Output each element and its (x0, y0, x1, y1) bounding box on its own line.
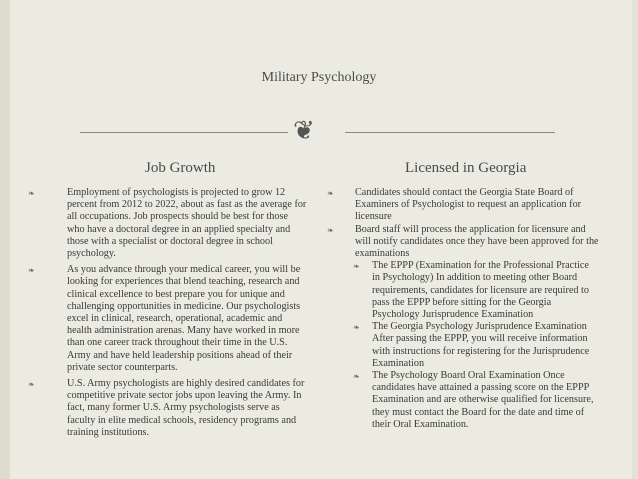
slide-title: Military Psychology (261, 70, 377, 85)
decorative-bullet-icon: ❧ (327, 189, 334, 198)
ornament-icon: ❦ (293, 116, 315, 146)
sub-bullet-item (327, 321, 599, 370)
bullet-item (327, 224, 599, 261)
sub-bullet-text: The Georgia Psychology Jurisprudence Examination After passing the EPPP, you will receive information with instructions for registering for the Jurisprudence Examination (372, 321, 590, 369)
bullet-text: Employment of psychologists is projected to grow 12 percent from 2012 to 2022, about as fast as the average for all occupations. Job prospects should be best for those who have a doctoral degree in an applied specialty and those with a specialist or doctoral degree in school psychology. (67, 187, 307, 260)
decorative-bullet-icon: ❧ (353, 323, 360, 333)
sub-bullet-item (327, 370, 599, 431)
bullet-item (28, 187, 308, 260)
sub-bullet-text: The EPPP (Examination for the Professional Practice in Psychology) In addition to meeting other Board requirements, candidates for licensure are required to pass the EPPP before sitting for the Georgia Psychology Jurisprudence Examination (372, 260, 589, 321)
bullet-text: Board staff will process the application for licensure and will notify candidates once they have been approved for the examinations (355, 223, 599, 260)
licensed-heading: Licensed in Georgia (405, 160, 527, 176)
title-divider-right (345, 132, 555, 133)
licensed-column (327, 187, 599, 431)
decorative-bullet-icon: ❧ (28, 189, 35, 198)
bullet-item (28, 378, 308, 439)
bullet-text: U.S. Army psychologists are highly desired candidates for competitive private sector jobs upon leaving the Army. In fact, many former U.S. Army psychologists serve as faculty in elite medical schools, residency programs and training institutions. (67, 378, 305, 438)
bullet-item (28, 264, 308, 374)
title-divider-left (80, 132, 288, 133)
bullet-text: As you advance through your medical career, you will be looking for experiences that blend teaching, research and clinical excellence to best prepare you for unique and challenging opportunities in medicine. Our psychologists excel in clinical, research, operational, academic and health administration arenas. Many have worked in more than one career track throughout their time in the U.S. Army and have held leadership positions ahead of their private sector counterparts. (67, 264, 301, 373)
sub-bullet-item (327, 260, 599, 321)
decorative-bullet-icon: ❧ (28, 380, 35, 390)
decorative-bullet-icon: ❧ (327, 225, 334, 235)
decorative-bullet-icon: ❧ (353, 372, 360, 382)
sub-bullet-text: The Psychology Board Oral Examination Once candidates have attained a passing score on the EPPP Examination and are otherwise qualified for licensure, they must contact the Board for the date and time of their Oral Examination. (372, 370, 594, 430)
job-growth-heading: Job Growth (145, 160, 216, 176)
decorative-bullet-icon: ❧ (28, 266, 35, 276)
bullet-item (327, 187, 599, 224)
decorative-bullet-icon: ❧ (353, 262, 360, 272)
job-growth-column (28, 187, 308, 443)
bullet-text: Candidates should contact the Georgia State Board of Examiners of Psychologist to request an application for licensure (355, 187, 582, 223)
